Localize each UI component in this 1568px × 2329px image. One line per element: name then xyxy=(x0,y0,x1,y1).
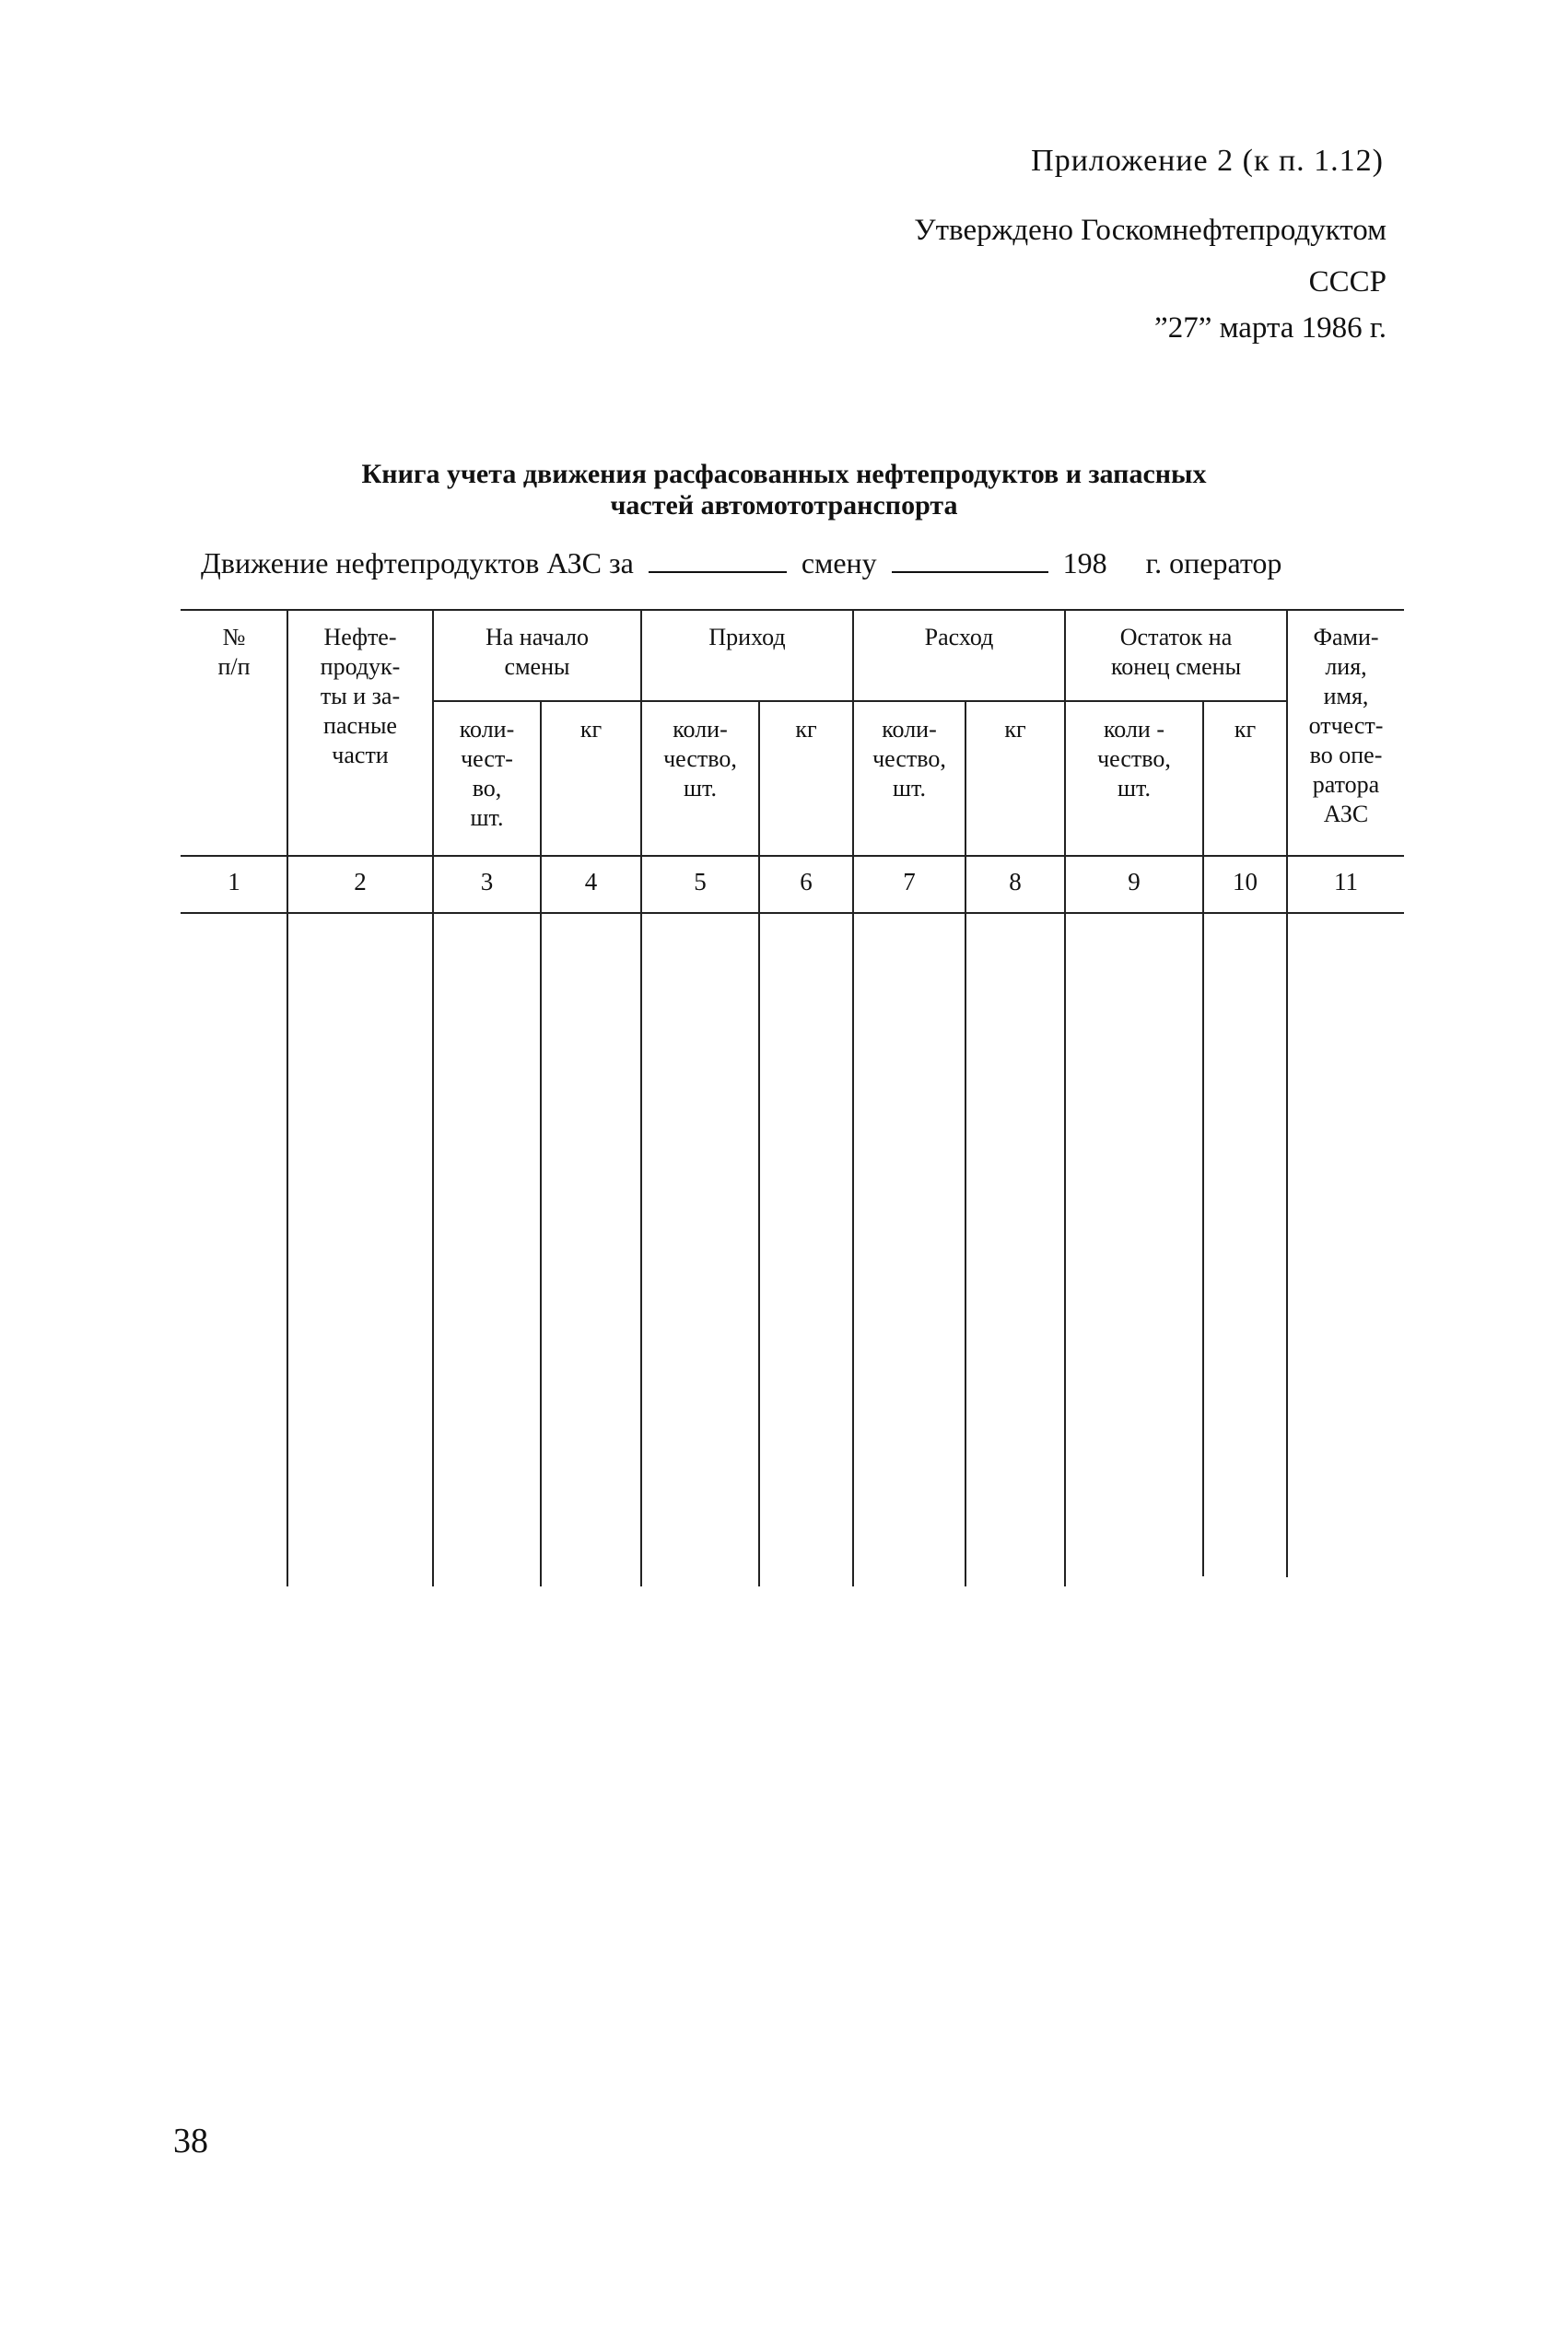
header-operator-line: имя, xyxy=(1323,683,1369,709)
col-divider-2 xyxy=(432,610,434,1586)
approval-line-1: Утверждено Госкомнефтепродуктом xyxy=(914,214,1387,247)
column-number: 4 xyxy=(584,868,598,895)
appendix-label: Приложение 2 (к п. 1.12) xyxy=(1031,144,1384,178)
col-divider-5 xyxy=(758,701,760,1586)
header-products xyxy=(288,623,432,770)
header-operator-line: во опе- xyxy=(1309,742,1383,768)
column-number: 1 xyxy=(228,868,240,895)
subheader-line: во, xyxy=(472,775,502,802)
subheader-remain-qty xyxy=(1066,715,1202,803)
header-operator-line: Фами- xyxy=(1313,624,1379,650)
movement-prefix: Движение нефтепродуктов АЗС за xyxy=(201,546,634,579)
subheader-income-qty xyxy=(642,715,758,803)
header-operator-line: ратора xyxy=(1312,771,1380,798)
subheader-line: коли- xyxy=(459,716,515,743)
approval-date: ”27” марта 1986 г. xyxy=(1154,311,1387,345)
subheader-line: коли- xyxy=(673,716,728,743)
subheader-line: чество, xyxy=(872,745,946,772)
column-number-border xyxy=(181,912,1404,914)
table-top-border xyxy=(181,609,1404,611)
column-number: 9 xyxy=(1128,868,1141,895)
subheader-line: шт. xyxy=(470,804,504,831)
column-number: 11 xyxy=(1334,868,1358,895)
subheader-line: чество, xyxy=(1097,745,1171,772)
subheader-line: шт. xyxy=(684,775,717,802)
subheader-expense-qty xyxy=(854,715,965,803)
column-number: 3 xyxy=(480,868,494,895)
subheader-line: шт. xyxy=(1117,775,1151,802)
column-number: 2 xyxy=(354,868,367,895)
col-divider-3 xyxy=(540,701,542,1586)
page-number: 38 xyxy=(173,2122,208,2160)
subheader-income-kg: кг xyxy=(795,716,817,743)
header-num xyxy=(182,623,286,682)
header-expense: Расход xyxy=(924,624,994,650)
column-number: 6 xyxy=(800,868,813,895)
column-number: 7 xyxy=(903,868,916,895)
header-products-line: ты и за- xyxy=(320,683,401,709)
subheader-line: коли - xyxy=(1103,716,1164,743)
header-products-line: пасные xyxy=(323,712,397,739)
subheader-remain-kg: кг xyxy=(1234,716,1257,743)
header-num-line: п/п xyxy=(217,653,251,680)
header-operator-line: АЗС xyxy=(1323,801,1369,827)
col-divider-9 xyxy=(1202,701,1204,1576)
col-divider-1 xyxy=(287,610,288,1586)
subheader-start-kg: кг xyxy=(579,716,603,743)
subheader-line: коли- xyxy=(882,716,937,743)
header-operator-line: лия, xyxy=(1325,653,1367,680)
book-title-line-1: Книга учета движения расфасованных нефтепродуктов и запасных xyxy=(361,459,1207,489)
header-start-line: На начало xyxy=(485,624,590,650)
subheader-divider xyxy=(433,700,1288,702)
movement-shift: смену xyxy=(801,546,877,579)
header-num-line: № xyxy=(222,624,246,650)
header-operator-line: отчест- xyxy=(1308,712,1384,739)
col-divider-4 xyxy=(640,610,642,1586)
subheader-expense-kg: кг xyxy=(1004,716,1026,743)
header-operator xyxy=(1288,623,1404,829)
book-title xyxy=(0,459,1568,521)
header-remain-line: конец смены xyxy=(1110,653,1242,680)
header-start-line: смены xyxy=(504,653,570,680)
movement-operator: г. оператор xyxy=(1145,546,1282,579)
column-number: 8 xyxy=(1009,868,1022,895)
col-divider-10 xyxy=(1286,610,1288,1577)
subheader-line: чество, xyxy=(663,745,737,772)
date-blank[interactable] xyxy=(892,547,1048,573)
column-number: 5 xyxy=(694,868,707,895)
subheader-line: шт. xyxy=(893,775,926,802)
header-start-of-shift xyxy=(434,623,640,682)
subheader-start-qty xyxy=(434,715,540,833)
subheader-line: чест- xyxy=(461,745,513,772)
col-divider-6 xyxy=(852,610,854,1586)
shift-blank[interactable] xyxy=(649,547,787,573)
col-divider-8 xyxy=(1064,610,1066,1586)
movement-year: 198 xyxy=(1062,546,1107,579)
column-number: 10 xyxy=(1233,868,1258,895)
approval-line-2: СССР xyxy=(1308,265,1387,298)
book-title-line-2: частей автомототранспорта xyxy=(610,490,958,521)
col-divider-7 xyxy=(965,701,966,1586)
header-products-line: Нефте- xyxy=(323,624,397,650)
header-products-line: части xyxy=(332,742,389,768)
header-remain xyxy=(1066,623,1286,682)
movement-line xyxy=(201,546,1281,580)
header-remain-line: Остаток на xyxy=(1119,624,1233,650)
header-products-line: продук- xyxy=(320,653,401,680)
header-income: Приход xyxy=(708,624,786,650)
header-bottom-border xyxy=(181,855,1404,857)
